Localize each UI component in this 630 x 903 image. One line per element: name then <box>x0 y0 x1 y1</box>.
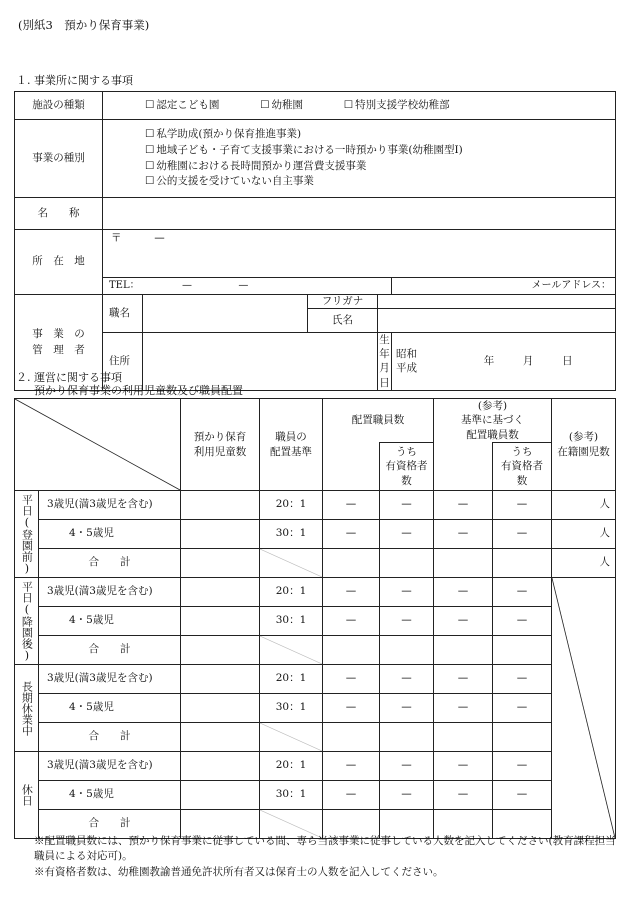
dash-cell: — <box>323 694 380 723</box>
facility-type-label: 施設の種類 <box>15 92 103 120</box>
postal-dash: — <box>154 232 165 244</box>
dash-cell: — <box>380 491 434 520</box>
enrolled-cell[interactable]: 人 <box>552 549 616 578</box>
tel-dash: — <box>238 279 249 291</box>
dash-cell: — <box>380 752 434 781</box>
tel-dash: — <box>182 279 192 291</box>
facility-option-kodomoen[interactable]: ☐ 認定こども園 <box>145 98 220 111</box>
group-label-weekday-after: 平日(降園後) <box>15 578 39 665</box>
dash-cell: — <box>323 781 380 810</box>
dash-cell: — <box>434 694 493 723</box>
note-qualified-count: ※有資格者数は、幼稚園教諭普通免許状所有者又は保育士の人数を記入してください。 <box>34 866 444 878</box>
birthdate-label: 生年 月日 <box>379 334 390 389</box>
checkbox-icon[interactable]: ☐ <box>145 159 155 172</box>
facility-option-kindergarten[interactable]: ☐ 幼稚園 <box>260 98 304 111</box>
dash-cell: — <box>434 578 493 607</box>
children-count-cell[interactable] <box>181 520 260 549</box>
section2-title: ２. 運営に関する事項 <box>16 371 122 384</box>
enrolled-cell[interactable]: 人 <box>552 491 616 520</box>
row-label-total: 合 計 <box>39 636 181 665</box>
dash-cell: — <box>493 665 552 694</box>
ratio-blank-cell <box>260 723 323 752</box>
dash-cell: — <box>323 520 380 549</box>
row-label-age45: 4・5歳児 <box>39 694 181 723</box>
header-qualified-count: うち 有資格者 数 <box>380 443 434 491</box>
children-count-cell[interactable] <box>181 578 260 607</box>
ratio-cell: 30：1 <box>260 781 323 810</box>
manager-name-field[interactable] <box>378 309 616 333</box>
business-type-label: 事業の種別 <box>15 120 103 198</box>
row-label-age45: 4・5歳児 <box>39 520 181 549</box>
children-count-cell[interactable] <box>181 665 260 694</box>
position-field[interactable] <box>143 295 308 333</box>
business-option-self-funded[interactable]: ☐ 公的支援を受けていない自主事業 <box>145 174 615 190</box>
dash-cell: — <box>380 781 434 810</box>
ratio-cell: 30：1 <box>260 607 323 636</box>
tel-label: TEL： <box>109 279 140 291</box>
dash-cell: — <box>493 694 552 723</box>
facility-option-special-school[interactable]: ☐ 特別支援学校幼稚部 <box>343 98 450 111</box>
position-label: 職名 <box>103 295 143 333</box>
dash-cell: — <box>434 607 493 636</box>
ratio-cell: 20：1 <box>260 491 323 520</box>
dash-cell: — <box>323 752 380 781</box>
manager-name-label: 氏名 <box>308 309 378 333</box>
furigana-field[interactable] <box>378 295 616 309</box>
ref-total-cell[interactable] <box>434 549 493 578</box>
era-heisei: 平成 <box>396 362 417 375</box>
dash-cell: — <box>323 665 380 694</box>
enrolled-blank-cell <box>552 578 616 839</box>
dash-cell: — <box>380 607 434 636</box>
group-label-weekday-before: 平日(登園前) <box>15 491 39 578</box>
staffing-table <box>14 398 616 839</box>
ratio-blank-cell <box>260 549 323 578</box>
dash-cell: — <box>323 491 380 520</box>
dash-cell: — <box>493 607 552 636</box>
row-label-age3: 3歳児(満3歳児を含む) <box>39 665 181 694</box>
children-count-cell[interactable] <box>181 491 260 520</box>
qualified-total-cell[interactable] <box>380 549 434 578</box>
ref-qualified-total-cell[interactable] <box>493 549 552 578</box>
header-children-count: 預かり保育 利用児童数 <box>181 399 260 491</box>
dash-cell: — <box>434 520 493 549</box>
header-staff-standard: 職員の 配置基準 <box>260 399 323 491</box>
checkbox-icon[interactable]: ☐ <box>145 143 155 156</box>
business-option-private-aid[interactable]: ☐ 私学助成(預かり保育推進事業) <box>145 127 615 143</box>
checkbox-icon[interactable]: ☐ <box>145 98 155 111</box>
era-showa: 昭和 <box>396 348 417 361</box>
ratio-cell: 20：1 <box>260 665 323 694</box>
postal-mark: 〒 <box>111 232 122 244</box>
staff-total-cell[interactable] <box>323 723 380 752</box>
diagonal-line <box>260 723 322 751</box>
row-label-age3: 3歳児(満3歳児を含む) <box>39 752 181 781</box>
dash-cell: — <box>493 752 552 781</box>
checkbox-icon[interactable]: ☐ <box>145 175 155 188</box>
children-total-cell[interactable] <box>181 723 260 752</box>
manager-address-label: 住所 <box>103 333 143 391</box>
header-enrolled: (参考) 在籍園児数 <box>552 399 616 491</box>
children-total-cell[interactable] <box>181 636 260 665</box>
header-corner-cell <box>15 399 181 491</box>
children-count-cell[interactable] <box>181 694 260 723</box>
month-label: 月 <box>522 355 534 368</box>
year-label: 年 <box>483 355 495 368</box>
manager-address-field[interactable] <box>143 333 378 391</box>
dash-cell: — <box>434 781 493 810</box>
ratio-cell: 20：1 <box>260 578 323 607</box>
qualified-total-cell[interactable] <box>380 723 434 752</box>
ratio-cell: 20：1 <box>260 752 323 781</box>
ref-qualified-total-cell[interactable] <box>493 723 552 752</box>
checkbox-icon[interactable]: ☐ <box>343 98 354 111</box>
address-field[interactable] <box>103 230 616 278</box>
address-label: 所 在 地 <box>15 230 103 295</box>
section1-title: １. 事業所に関する事項 <box>16 74 133 87</box>
header-reference-qualified: うち 有資格者 数 <box>493 443 552 491</box>
document-title: (別紙3 預かり保育事業) <box>18 18 150 32</box>
header-staff-count: 配置職員数 <box>323 399 434 443</box>
group-label-holiday: 休日 <box>15 752 39 839</box>
business-option-long-hours[interactable]: ☐ 幼稚園における長時間預かり運営費支援事業 <box>145 159 615 175</box>
staff-total-cell[interactable] <box>323 636 380 665</box>
ratio-cell: 30：1 <box>260 694 323 723</box>
row-label-age3: 3歳児(満3歳児を含む) <box>39 578 181 607</box>
dash-cell: — <box>380 578 434 607</box>
dash-cell: — <box>493 491 552 520</box>
dash-cell: — <box>434 752 493 781</box>
ref-qualified-total-cell[interactable] <box>493 636 552 665</box>
row-label-total: 合 計 <box>39 810 181 839</box>
dash-cell: — <box>493 781 552 810</box>
row-label-age3: 3歳児(満3歳児を含む) <box>39 491 181 520</box>
email-label: メールアドレス： <box>392 278 616 295</box>
diagonal-line <box>260 549 322 577</box>
qualified-total-cell[interactable] <box>380 636 434 665</box>
dash-cell: — <box>434 491 493 520</box>
name-field[interactable] <box>103 198 616 230</box>
dash-cell: — <box>434 665 493 694</box>
row-label-total: 合 計 <box>39 723 181 752</box>
furigana-label: フリガナ <box>308 295 378 309</box>
dash-cell: — <box>380 694 434 723</box>
row-label-age45: 4・5歳児 <box>39 607 181 636</box>
birthdate-field[interactable] <box>392 333 616 391</box>
business-info-table <box>14 91 616 391</box>
row-label-age45: 4・5歳児 <box>39 781 181 810</box>
manager-label: 事 業 の 管 理 者 <box>15 295 103 391</box>
diagonal-line <box>260 636 322 664</box>
ratio-blank-cell <box>260 636 323 665</box>
tel-field[interactable] <box>103 278 392 295</box>
diagonal-line <box>15 399 180 490</box>
dash-cell: — <box>323 607 380 636</box>
ratio-cell: 30：1 <box>260 520 323 549</box>
checkbox-icon[interactable]: ☐ <box>145 128 155 140</box>
dash-cell: — <box>493 578 552 607</box>
children-count-cell[interactable] <box>181 781 260 810</box>
note-staff-count: ※配置職員数には、預かり保育事業に従事している間、専ら当該事業に従事している人数を記入してください(教育課程担当職員による対応可)。 <box>34 835 616 863</box>
dash-cell: — <box>380 665 434 694</box>
dash-cell: — <box>493 520 552 549</box>
header-reference-staff: (参考) 基準に基づく 配置職員数 <box>434 399 552 443</box>
enrolled-cell[interactable]: 人 <box>552 520 616 549</box>
business-option-temporary-care[interactable]: ☐ 地域子ども・子育て支援事業における一時預かり事業(幼稚園型Ⅰ) <box>145 143 615 159</box>
staff-total-cell[interactable] <box>323 549 380 578</box>
row-label-total: 合 計 <box>39 549 181 578</box>
children-count-cell[interactable] <box>181 607 260 636</box>
day-label: 日 <box>562 355 573 368</box>
ref-total-cell[interactable] <box>434 636 493 665</box>
dash-cell: — <box>380 520 434 549</box>
children-total-cell[interactable] <box>181 549 260 578</box>
name-label: 名 称 <box>15 198 103 230</box>
group-label-long-vacation: 長期休業中 <box>15 665 39 752</box>
checkbox-icon[interactable]: ☐ <box>260 98 270 111</box>
section2-subtitle: 預かり保育事業の利用児童数及び職員配置 <box>34 384 243 397</box>
diagonal-line <box>552 578 615 838</box>
dash-cell: — <box>323 578 380 607</box>
ref-total-cell[interactable] <box>434 723 493 752</box>
children-count-cell[interactable] <box>181 752 260 781</box>
